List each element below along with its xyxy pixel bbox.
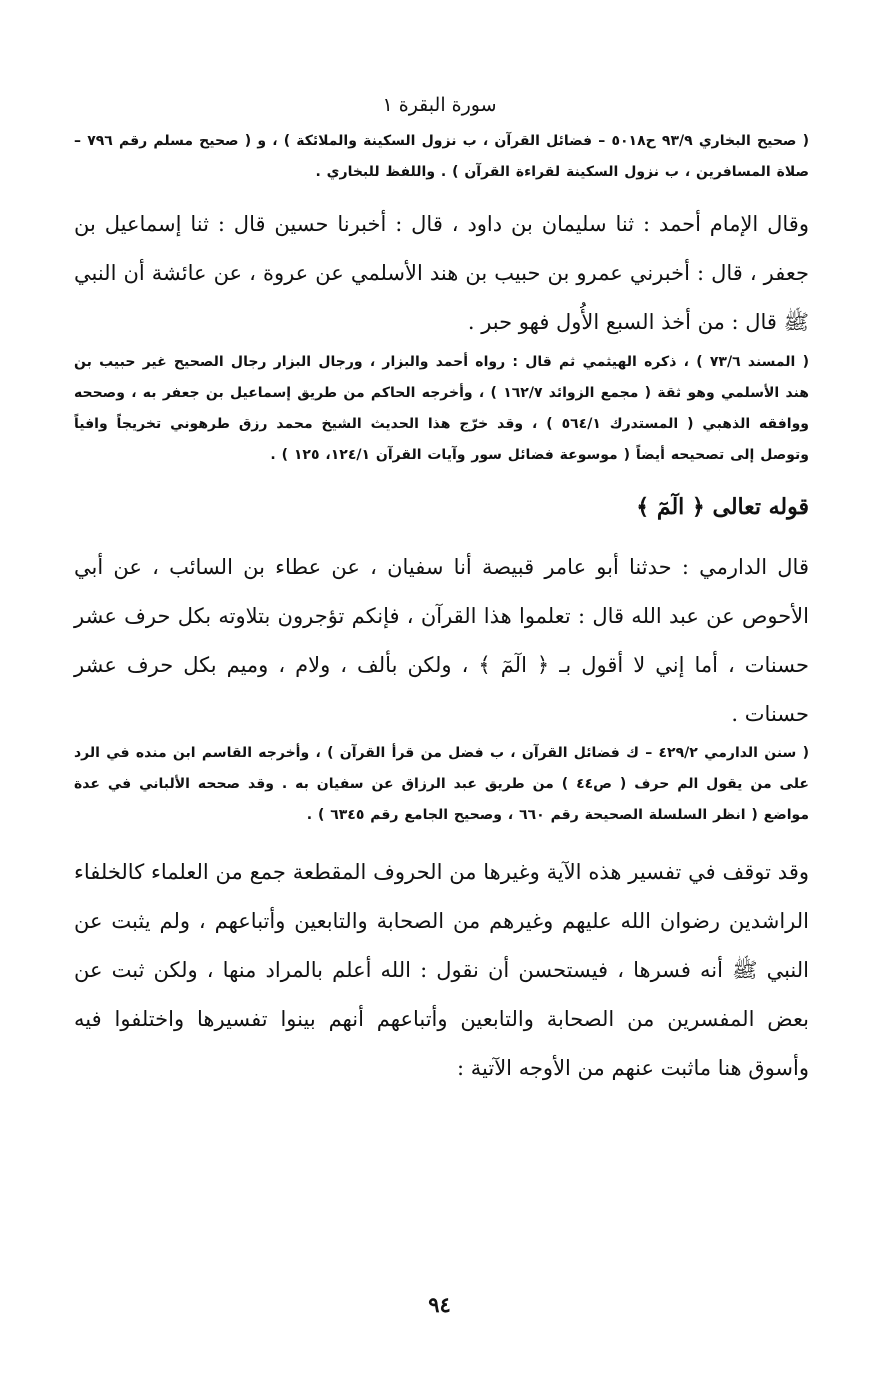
section-heading: قوله تعالى ﴿ الٓمٓ ﴾ [636,494,809,520]
paragraph-tafsir: وقد توقف في تفسير هذه الآية وغيرها من الحروف المقطعة جمع من العلماء كالخلفاء الراشدين رضوان الله عليهم وغيرهم من الصحابة والتابعين وأتباعهم ، ولم يثبت عن النبي ﷺ أنه فسرها ، فيستحسن أن نقول : الله أعلم بالمراد منها ، ولكن ثبت عن بعض المفسرين من الصحابة والتابعين وأتباعهم أنهم بينوا تفسيرها واختلفوا فيه وأسوق هنا ماثبت عنهم من الأوجه الآتية : [74,860,809,1080]
running-head: سورة البقرة ١ [382,94,497,116]
paragraph-darimi-narration: قال الدارمي : حدثنا أبو عامر قبيصة أنا سفيان ، عن عطاء بن السائب ، عن أبي الأحوص عن عبد الله قال : تعلموا هذا القرآن ، فإنكم تؤجرون بتلاوته بكل حرف عشر حسنات ، أما إني لا أقول بـ ﴿ الٓمٓ ﴾ ، ولكن بألف ، ولام ، وميم بكل حرف عشر حسنات . [74,555,809,726]
paragraph-ahmad-narration: وقال الإمام أحمد : ثنا سليمان بن داود ، قال : أخبرنا حسين قال : ثنا إسماعيل بن جعفر ، قال : أخبرني عمرو بن حبيب بن هند الأسلمي عن عروة ، عن عائشة أن النبي ﷺ قال : من أخذ السبع الأُول فهو حبر . [74,212,809,334]
footnote-bukhari-muslim: ( صحيح البخاري ٩٣/٩ ح٥٠١٨ – فضائل القرآن ، ب نزول السكينة والملائكة ) ، و ( صحيح مسلم رقم ٧٩٦ – صلاة المسافرين ، ب نزول السكينة لقراءة القرآن ) . واللفظ للبخاري . [74,133,810,180]
page-number: ٩٤ [428,1292,451,1317]
footnote-darimi: ( سنن الدارمي ٤٢٩/٢ – ك فضائل القرآن ، ب فضل من قرأ القرآن ) ، وأخرجه القاسم ابن منده في الرد على من يقول الم حرف ( ص٤٤ ) من طريق عبد الرزاق عن سفيان به . وقد صححه الألباني في عدة مواضع ( انظر السلسلة الصحيحة رقم ٦٦٠ ، وصحيح الجامع رقم ٦٣٤٥ ) . [74,745,809,823]
footnote-musnad: ( المسند ٧٣/٦ ) ، ذكره الهيثمي ثم قال : رواه أحمد والبزار ، ورجال البزار رجال الصحيح غير حبيب بن هند الأسلمي وهو ثقة ( مجمع الزوائد ١٦٢/٧ ) ، وأخرجه الحاكم من طريق إسماعيل بن جعفر به ، وصححه ووافقه الذهبي ( المستدرك ٥٦٤/١ ) ، وقد خرّج هذا الحديث الشيخ محمد رزق طرهوني تخريجاً وافياً وتوصل إلى تصحيحه أيضاً ( موسوعة فضائل سور وآيات القرآن ١٢٤/١، ١٢٥ ) . [74,354,810,463]
